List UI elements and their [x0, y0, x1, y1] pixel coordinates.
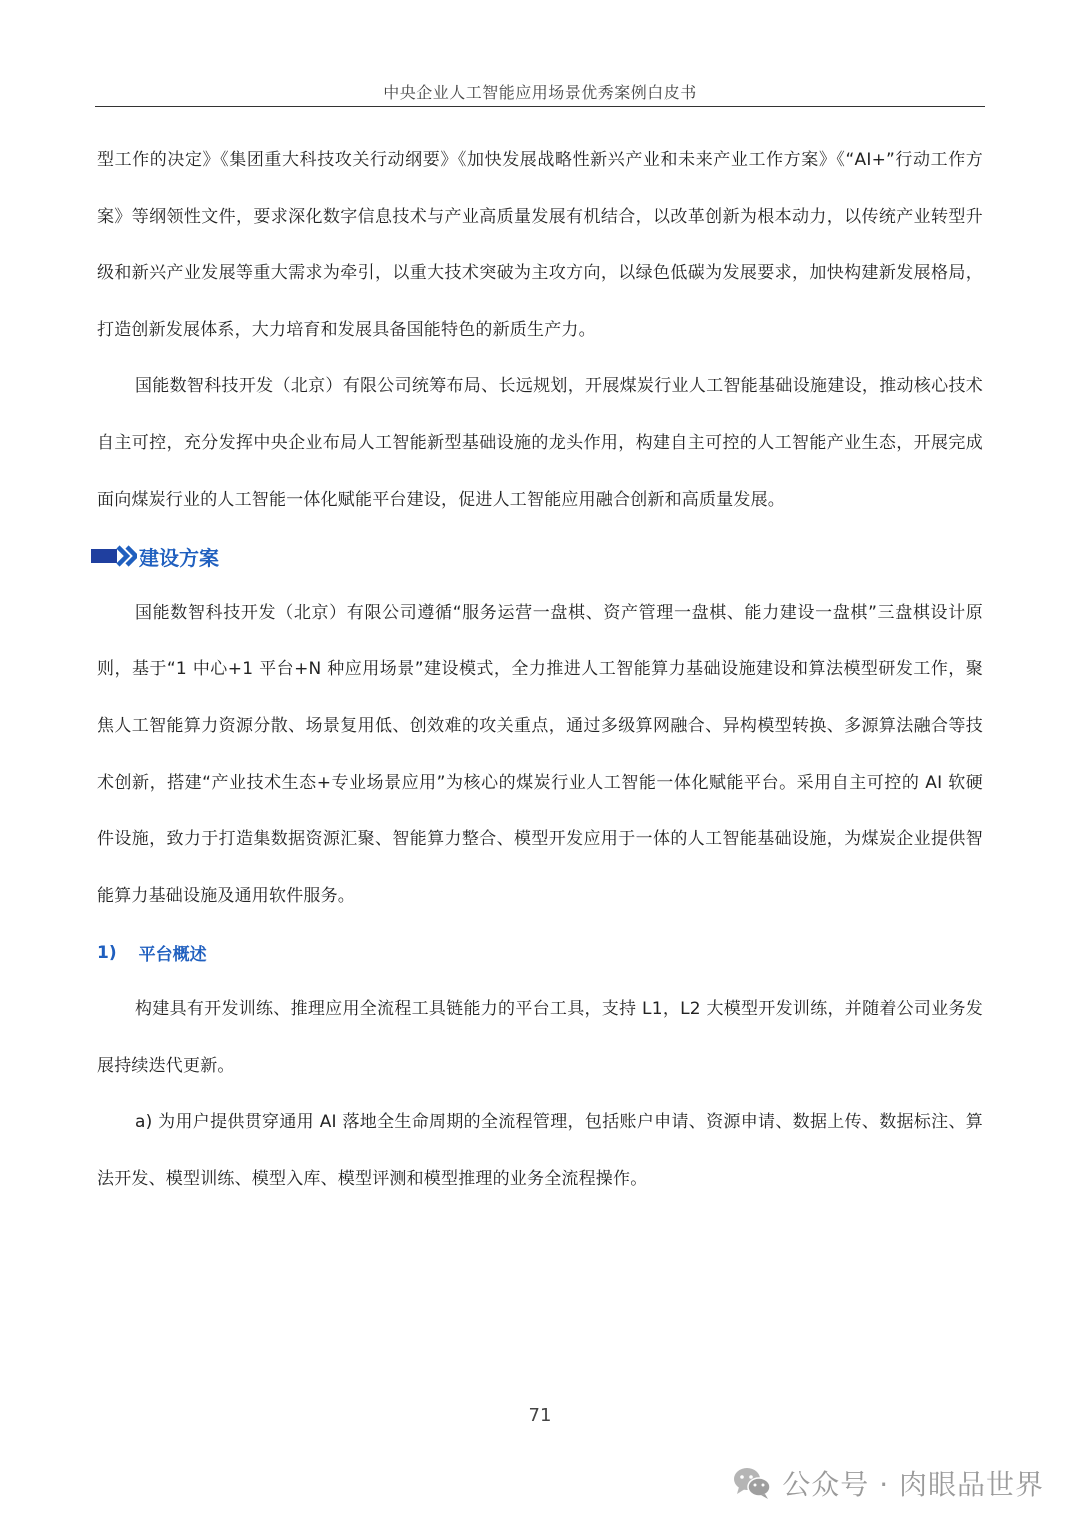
subsection-number: 1)	[97, 942, 117, 963]
subsection-title: 平台概述	[138, 945, 207, 966]
paragraph-2: 国能数智科技开发（北京）有限公司统筹布局、长远规划，开展煤炭行业人工智能基础设施建设，推动核心技术自主可控，充分发挥中央企业布局人工智能新型基础设施的龙头作用，构建自主可控的人工智能产业生态，开展完成面向煤炭行业的人工智能一体化赋能平台建设，促进人工智能应用融合创新和高质量发展。	[97, 376, 983, 510]
page-body	[97, 132, 983, 1207]
watermark-text: 公众号 · 肉眼品世界	[782, 1468, 1044, 1501]
paragraph-4: 构建具有开发训练、推理应用全流程工具链能力的平台工具，支持 L1，L2 大模型开发训练，并随着公司业务发展持续迭代更新。	[97, 998, 983, 1076]
header-divider	[95, 106, 985, 107]
watermark	[732, 1463, 1044, 1503]
paragraph-5: a) 为用户提供贯穿通用 AI 落地全生命周期的全流程管理，包括账户申请、资源申请、数据上传、数据标注、算法开发、模型训练、模型入库、模型评测和模型推理的业务全流程操作。	[97, 1112, 983, 1189]
subsection-heading	[97, 924, 983, 981]
section-heading	[91, 528, 983, 585]
wechat-icon	[732, 1466, 772, 1500]
section-title: 建设方案	[139, 545, 219, 570]
paragraph-3: 国能数智科技开发（北京）有限公司遵循“服务运营一盘棋、资产管理一盘棋、能力建设一盘棋”三盘棋设计原则，基于“1 中心+1 平台+N 种应用场景”建设模式，全力推进人工智能算力基础设施建设和算法模型研发工作，聚焦人工智能算力资源分散、场景复用低、创效难的攻关重点，通过多级算网融合、异构模型转换、多源算法融合等技术创新，搭建“产业技术生态+专业场景应用”为核心的煤炭行业人工智能一体化赋能平台。采用自主可控的 AI 软硬件设施，致力于打造集数据资源汇聚、智能算力整合、模型开发应用于一体的人工智能基础设施，为煤炭企业提供智能算力基础设施及通用软件服务。	[97, 602, 983, 906]
page-number: 71	[528, 1405, 552, 1426]
paragraph-1: 型工作的决定》《集团重大科技攻关行动纲要》《加快发展战略性新兴产业和未来产业工作方案》《“AI+”行动工作方案》等纲领性文件，要求深化数字信息技术与产业高质量发展有机结合，以改革创新为根本动力，以传统产业转型升级和新兴产业发展等重大需求为牵引，以重大技术突破为主攻方向，以绿色低碳为发展要求，加快构建新发展格局，打造创新发展体系，大力培育和发展具备国能特色的新质生产力。	[97, 150, 983, 340]
section-arrow-icon	[91, 544, 137, 568]
page-header-title: 中央企业人工智能应用场景优秀案例白皮书	[383, 83, 697, 102]
